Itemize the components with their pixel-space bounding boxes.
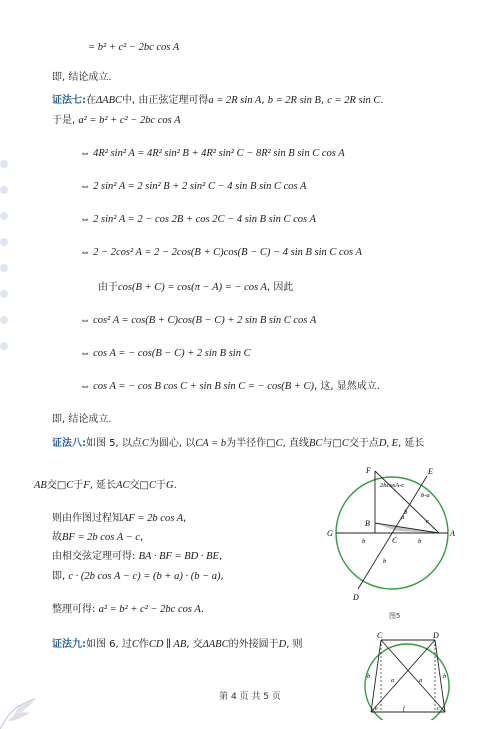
- math-expression: C: [148, 480, 156, 491]
- chinese-text: 与□: [322, 438, 342, 449]
- text-line-l04: [52, 113, 181, 128]
- fig5-label-F: F: [366, 466, 371, 475]
- chinese-text: ,: [183, 513, 187, 524]
- fig5-label-D: D: [353, 593, 359, 602]
- text-line-l19: [52, 569, 224, 584]
- chinese-text: 于: [73, 480, 84, 491]
- math-expression: G: [165, 480, 174, 491]
- chinese-text: 故: [52, 532, 62, 543]
- fig6-label-a1: a: [391, 677, 395, 684]
- math-expression: ⇔ cos A = − cos(B − C) + 2 sin B sin C: [80, 348, 251, 359]
- math-expression: AF = 2b cos A: [122, 513, 184, 524]
- fig5-label-c: c: [426, 518, 429, 525]
- text-line-l12: [80, 379, 380, 394]
- chinese-text: ,: [320, 95, 328, 106]
- text-line-l17: [52, 530, 143, 545]
- chinese-text: 由于: [98, 282, 118, 293]
- chinese-text: ,: [261, 95, 268, 106]
- math-expression: a² = b² + c² − 2bc cos A: [98, 604, 201, 615]
- fig5-label-C: C: [392, 536, 398, 545]
- figure-6: [357, 630, 457, 720]
- chinese-text: , 则: [286, 639, 303, 650]
- math-expression: C: [131, 639, 139, 650]
- math-expression: BF = 2b cos A − c: [62, 532, 140, 543]
- fig6-label-f: f: [403, 706, 405, 712]
- math-expression: ΔABC: [202, 639, 229, 650]
- fig5-label-A: A: [450, 529, 455, 538]
- math-expression: D, E: [378, 438, 399, 449]
- text-line-l06: [80, 179, 306, 194]
- fig5-label-E: E: [428, 467, 433, 476]
- fig5-label-b2: b: [418, 538, 422, 545]
- text-line-l13: [52, 412, 112, 427]
- chinese-text: , 延长: [89, 480, 117, 491]
- chinese-text: 于是,: [52, 115, 79, 126]
- fig6-label-a2: a: [419, 677, 423, 684]
- text-line-l01: [88, 40, 179, 55]
- math-expression: b = 2R sin B: [267, 95, 321, 106]
- chinese-text: , 直线: [282, 438, 309, 449]
- figure-5: [322, 463, 464, 623]
- proof-label: 证法九:: [52, 639, 86, 650]
- chinese-text: .: [173, 480, 177, 491]
- math-expression: ⇔ 2 − 2cos² A = 2 − 2cos(B + C)cos(B − C) − 4 sin B sin C cos A: [80, 247, 362, 258]
- math-expression: CA = b: [195, 438, 227, 449]
- text-line-l18: [52, 549, 222, 564]
- chinese-text: 为半径作□: [226, 438, 276, 449]
- math-expression: ⇔ 4R² sin² A = 4R² sin² B + 4R² sin² C − 8R² sin B sin C cos A: [80, 148, 345, 159]
- math-expression: a = 2R sin A: [208, 95, 262, 106]
- chinese-text: 即, 结论成立.: [52, 72, 112, 83]
- math-expression: c · (2b cos A − c) = (b + a) · (b − a): [68, 571, 221, 582]
- chinese-text: , 因此: [266, 282, 294, 293]
- fig5-label-a: a: [401, 514, 405, 521]
- math-expression: ⇔ 2 sin² A = 2 − cos 2B + cos 2C − 4 sin B sin C cos A: [80, 214, 316, 225]
- chinese-text: 中, 由正弦定理可得: [122, 95, 209, 106]
- text-line-l20: [52, 602, 204, 617]
- chinese-text: 的外接圆于: [228, 639, 279, 650]
- chinese-text: 整理可得:: [52, 604, 99, 615]
- math-expression: C: [341, 438, 349, 449]
- chinese-text: ,: [139, 532, 144, 543]
- math-expression: ⇔ cos A = − cos B cos C + sin B sin C = − cos(B + C): [80, 381, 315, 392]
- chinese-text: 则由作图过程知: [52, 513, 122, 524]
- text-line-l14: [52, 436, 424, 451]
- chinese-text: 作: [138, 639, 149, 650]
- fig6-label-b2: b: [443, 673, 447, 680]
- math-expression: D: [278, 639, 287, 650]
- text-line-l15: [34, 478, 177, 493]
- chinese-text: , 延长: [398, 438, 425, 449]
- math-expression: AB: [34, 480, 47, 491]
- proof-label: 证法八:: [52, 438, 86, 449]
- page-footer: 第 4 页 共 5 页: [219, 692, 281, 702]
- math-expression: C: [275, 438, 283, 449]
- math-expression: a² = b² + c² − 2bc cos A: [78, 115, 181, 126]
- math-expression: BC: [308, 438, 323, 449]
- math-expression: C: [66, 480, 74, 491]
- chinese-text: 在: [86, 95, 96, 106]
- fig6-label-e: e: [375, 706, 378, 712]
- math-expression: CD ∥ AB: [148, 639, 187, 650]
- fig5-label-b1: b: [362, 538, 366, 545]
- text-line-l05: [80, 146, 345, 161]
- text-line-l10: [80, 313, 316, 328]
- chinese-text: 即,: [52, 571, 69, 582]
- chinese-text: 如图 5, 以点: [86, 438, 142, 449]
- proof-label: 证法七:: [52, 95, 86, 106]
- text-line-l21: [52, 637, 303, 652]
- text-line-l08: [80, 245, 362, 260]
- fig5-label-seg: 2bcosA-c: [380, 482, 405, 489]
- chinese-text: 交□: [46, 480, 67, 491]
- chinese-text: 交□: [129, 480, 149, 491]
- chinese-text: ,: [220, 571, 224, 582]
- fig5-label-B: B: [365, 519, 370, 528]
- math-expression: AC: [116, 480, 130, 491]
- chinese-text: .: [200, 604, 204, 615]
- text-line-l02: [52, 70, 112, 85]
- chinese-text: 即, 结论成立.: [52, 414, 112, 425]
- fig5-label-b4: b: [404, 509, 408, 516]
- text-line-l09: [98, 280, 293, 295]
- fig5-label-b-a: b-a: [421, 492, 430, 499]
- math-expression: C: [141, 438, 149, 449]
- math-expression: ⇔ 2 sin² A = 2 sin² B + 2 sin² C − 4 sin B sin C cos A: [80, 181, 307, 192]
- fig5-label-G: G: [327, 529, 333, 538]
- math-expression: = b² + c² − 2bc cos A: [88, 42, 180, 53]
- chinese-text: 由相交弦定理可得:: [52, 551, 139, 562]
- text-line-l11: [80, 346, 251, 361]
- fig6-label-b1: b: [367, 673, 371, 680]
- chinese-text: 为圆心, 以: [148, 438, 196, 449]
- figure-5-caption: 图5: [389, 612, 401, 620]
- math-expression: ⇔ cos² A = cos(B + C)cos(B − C) + 2 sin B sin C cos A: [80, 315, 317, 326]
- chinese-text: 交于点: [348, 438, 379, 449]
- fig6-label-C: C: [377, 631, 383, 640]
- text-line-l07: [80, 212, 316, 227]
- fig5-label-b3: b: [383, 558, 387, 565]
- math-expression: BA · BF = BD · BE: [138, 551, 219, 562]
- fig6-label-D: D: [433, 631, 439, 640]
- math-expression: ΔABC: [96, 95, 122, 106]
- chinese-text: 于: [155, 480, 166, 491]
- chinese-text: , 交: [186, 639, 203, 650]
- math-expression: cos(B + C) = cos(π − A) = − cos A: [118, 282, 267, 293]
- chinese-text: , 这, 显然成立.: [314, 381, 380, 392]
- text-line-l16: [52, 511, 186, 526]
- text-line-l03: [52, 93, 384, 108]
- math-expression: F: [83, 480, 90, 491]
- chinese-text: 如图 6, 过: [86, 639, 132, 650]
- chinese-text: ,: [218, 551, 223, 562]
- math-expression: c = 2R sin C: [327, 95, 381, 106]
- fig6-label-c: c: [437, 706, 440, 712]
- chinese-text: .: [380, 95, 384, 106]
